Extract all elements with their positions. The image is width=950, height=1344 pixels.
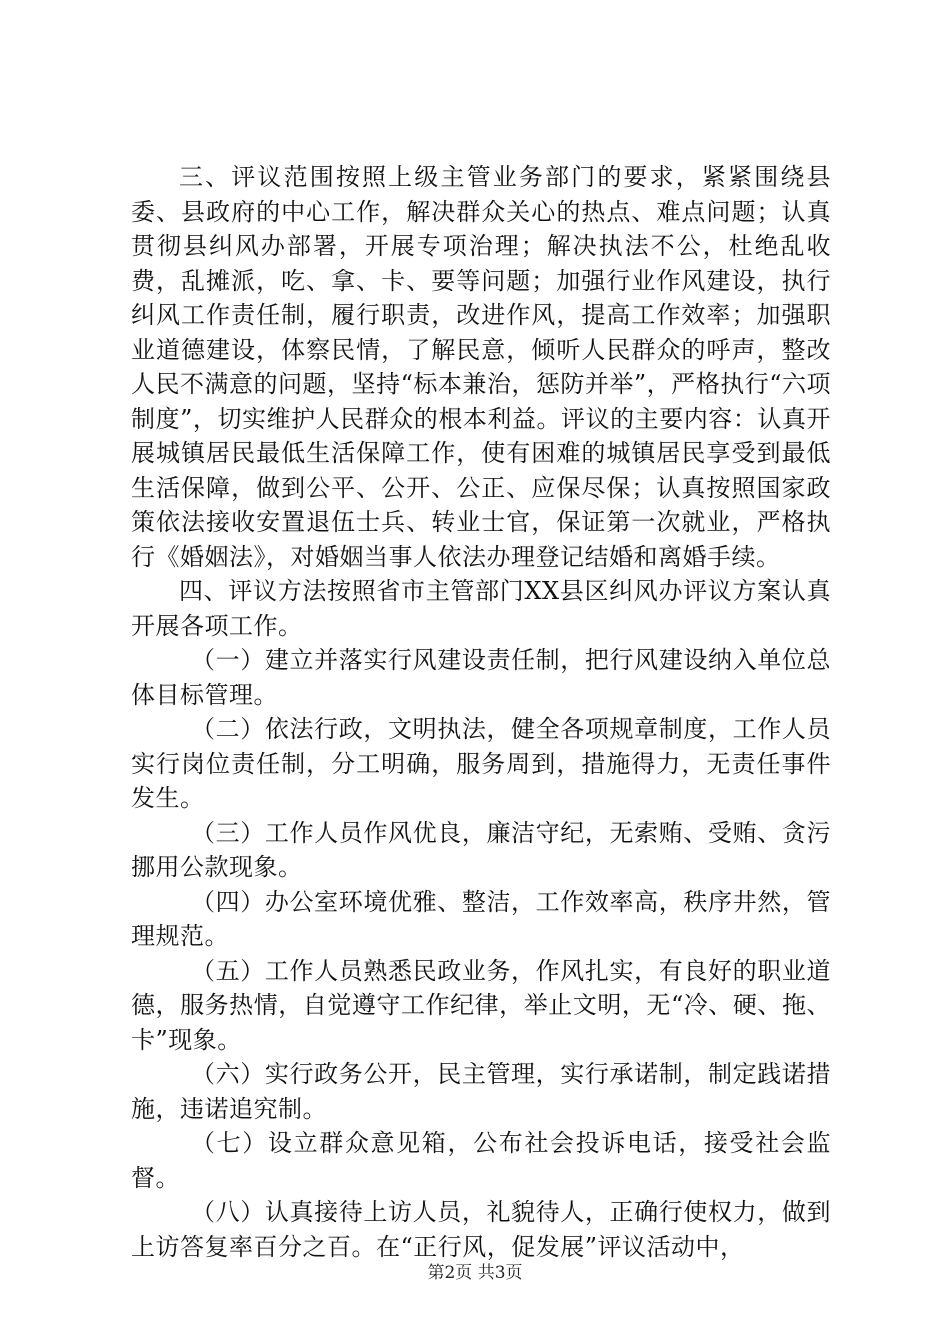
paragraph-method: 四、评议方法按照省市主管部门XX县区纠风办评议方案认真开展各项工作。 (131, 577, 831, 640)
list-item: （二）依法行政，文明执法，健全各项规章制度，工作人员实行岗位责任制，分工明确，服务周到，措施得力，无责任事件发生。 (131, 715, 831, 812)
paragraph-scope: 三、评议范围按照上级主管业务部门的要求，紧紧围绕县委、县政府的中心工作，解决群众关心的热点、难点问题；认真贯彻县纠风办部署，开展专项治理；解决执法不公，杜绝乱收费，乱摊派，吃、拿、卡、要等问题；加强行业作风建设，执行纠风工作责任制，履行职责，改进作风，提高工作效率；加强职业道德建设，体察民情，了解民意，倾听人民群众的呼声，整改人民不满意的问题，坚持“标本兼治，惩防并举”，严格执行“六项制度”，切实维护人民群众的根本利益。评议的主要内容：认真开展城镇居民最低生活保障工作，使有困难的城镇居民享受到最低生活保障，做到公平、公开、公正、应保尽保；认真按照国家政策依法接收安置退伍士兵、转业士官，保证第一次就业，严格执行《婚姻法》，对婚姻当事人依法办理登记结婚和离婚手续。 (131, 163, 831, 571)
list-item: （五）工作人员熟悉民政业务，作风扎实，有良好的职业道德，服务热情，自觉遵守工作纪律，举止文明，无“冷、硬、拖、卡”现象。 (131, 956, 831, 1054)
document-body (131, 160, 831, 1264)
list-item: （一）建立并落实行风建设责任制，把行风建设纳入单位总体目标管理。 (131, 646, 831, 709)
list-item: （八）认真接待上访人员，礼貌待人，正确行使权力，做到上访答复率百分之百。在“正行风，促发展”评议活动中， (131, 1198, 831, 1261)
list-item: （七）设立群众意见箱，公布社会投诉电话，接受社会监督。 (131, 1129, 831, 1192)
list-item: （六）实行政务公开，民主管理，实行承诺制，制定践诺措施，违诺追究制。 (131, 1060, 831, 1123)
list-item: （四）办公室环境优雅、整洁，工作效率高，秩序井然，管理规范。 (131, 887, 831, 950)
list-item: （三）工作人员作风优良，廉洁守纪，无索贿、受贿、贪污挪用公款现象。 (131, 818, 831, 881)
page-number-footer: 第2页 共3页 (427, 1263, 523, 1283)
